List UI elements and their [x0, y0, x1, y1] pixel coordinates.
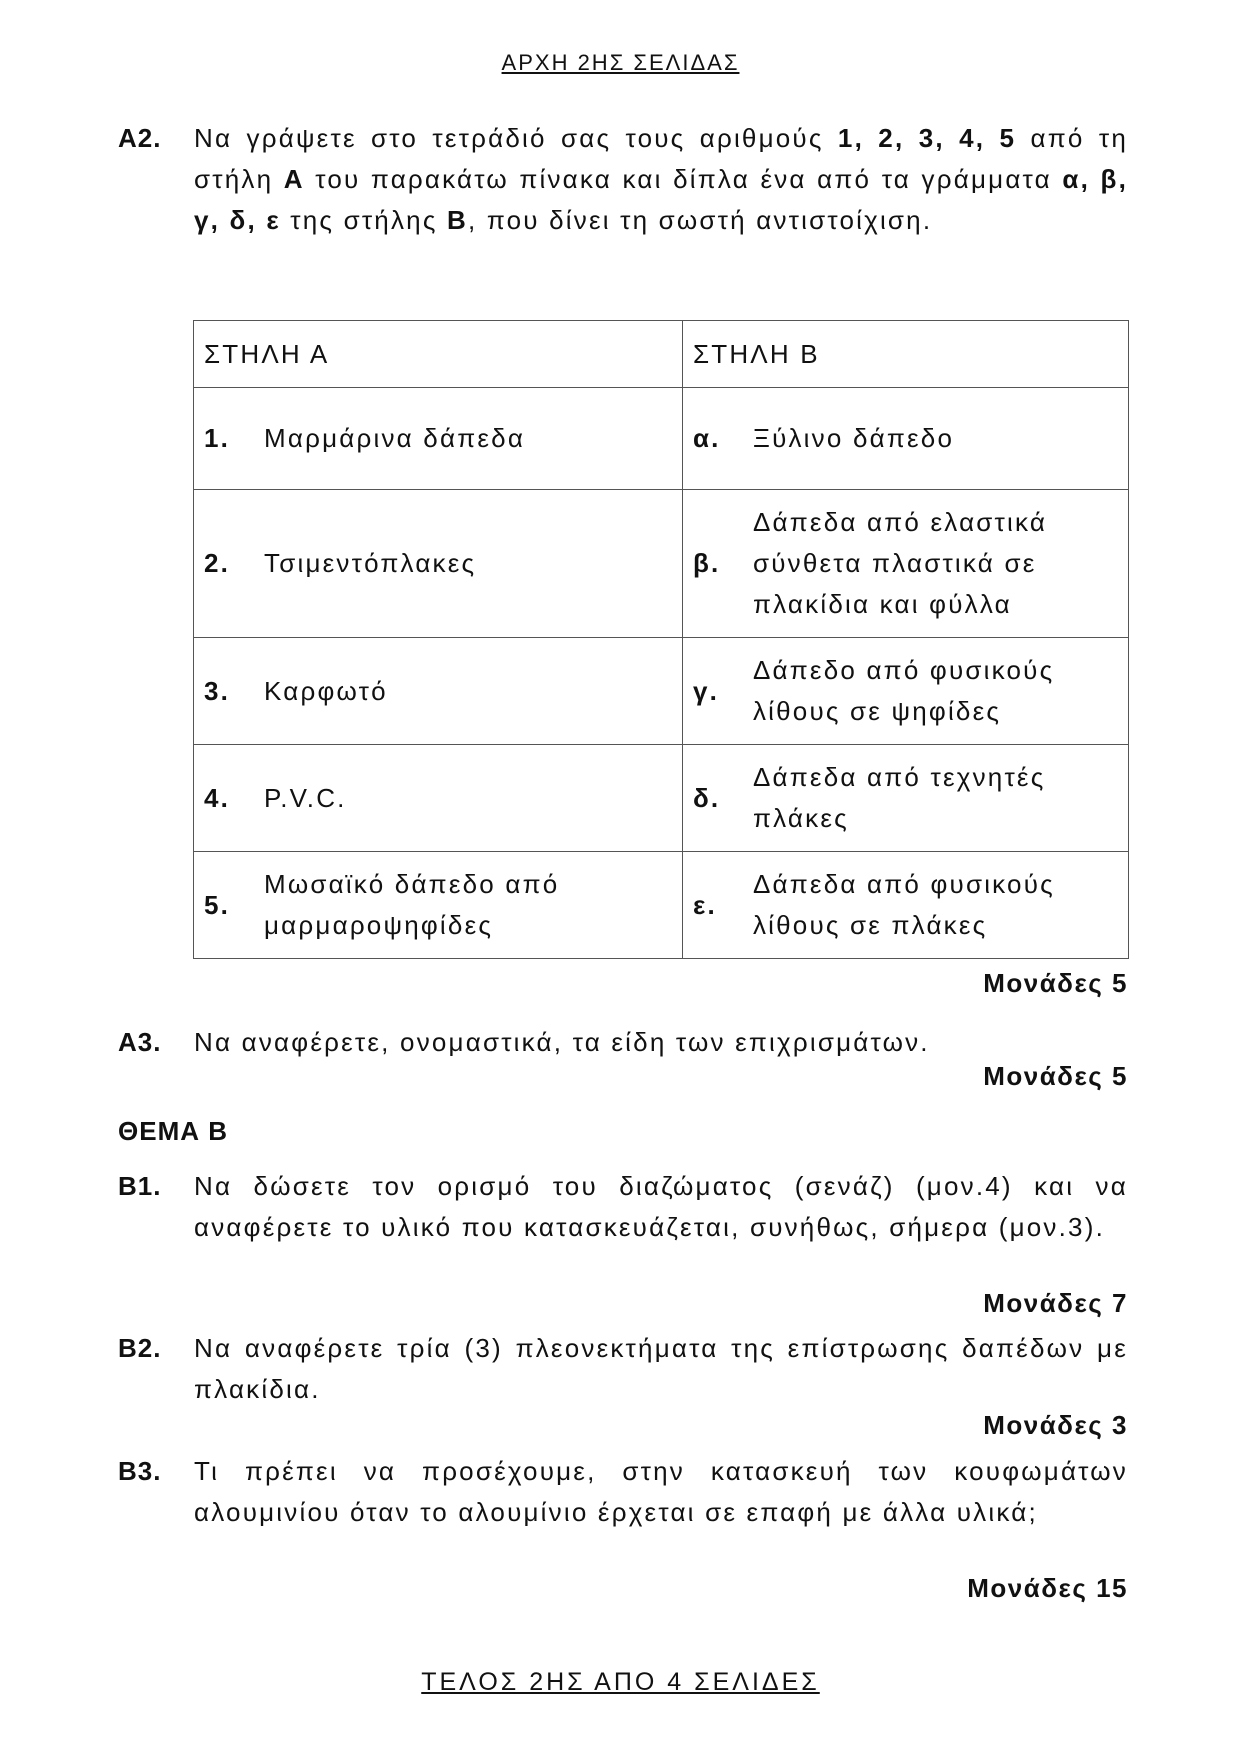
theme-b-heading: ΘΕΜΑ Β	[118, 1116, 228, 1146]
text-part-bold: Β	[446, 205, 468, 235]
question-text: Να αναφέρετε, ονομαστικά, τα είδη των επιχρισμάτων.	[194, 1027, 930, 1057]
question-a2	[118, 118, 1128, 241]
column-b-header: ΣΤΗΛΗ Β	[682, 321, 1128, 388]
text-part: από τη στήλη	[194, 123, 1128, 194]
row-label-a: 3.	[204, 675, 231, 706]
points-b2: Μονάδες 3	[983, 1410, 1128, 1440]
page-header-title: ΑΡΧΗ 2ΗΣ ΣΕΛΙΔΑΣ	[501, 50, 740, 75]
points-b1: Μονάδες 7	[983, 1288, 1128, 1318]
text-part: , που δίνει τη σωστή αντιστοίχιση.	[467, 205, 933, 235]
page-footer	[0, 1668, 1241, 1697]
table-header-row	[194, 321, 1129, 388]
points-a2: Μονάδες 5	[983, 968, 1128, 998]
table-row	[194, 638, 1129, 745]
row-text-b: Ξύλινο δάπεδο	[752, 423, 955, 453]
question-number: A2.	[118, 123, 162, 153]
text-part: του παρακάτω πίνακα και δίπλα ένα από τα γράμματα	[304, 164, 1063, 194]
row-label-b: γ.	[692, 675, 720, 706]
text-part-bold: Α	[283, 164, 305, 194]
question-b1	[118, 1166, 1128, 1248]
row-text-a: P.V.C.	[264, 782, 347, 813]
text-part-bold: 1, 2, 3, 4, 5	[837, 123, 1017, 153]
page-footer-text: ΤΕΛΟΣ 2ΗΣ ΑΠΟ 4 ΣΕΛΙΔΕΣ	[421, 1668, 820, 1696]
question-a3	[118, 1022, 1128, 1063]
row-text-a: Τσιμεντόπλακες	[264, 548, 477, 578]
matching-table	[193, 320, 1129, 959]
question-text: Τι πρέπει να προσέχουμε, στην κατασκευή των κουφωμάτων αλουμινίου όταν το αλουμίνιο έρχεται σε επαφή με άλλα υλικά;	[194, 1456, 1128, 1527]
column-a-header: ΣΤΗΛΗ Α	[194, 321, 683, 388]
row-label-a: 2.	[204, 548, 231, 578]
table-row	[194, 852, 1129, 959]
row-text-b: Δάπεδο από φυσικούς λίθους σε ψηφίδες	[752, 655, 1055, 726]
points-a3: Μονάδες 5	[983, 1061, 1128, 1091]
row-label-b: α.	[692, 423, 721, 453]
question-number: B3.	[118, 1456, 162, 1486]
table-row	[194, 745, 1129, 852]
question-text	[194, 118, 1128, 241]
table-row	[194, 490, 1129, 638]
row-label-a: 1.	[204, 423, 231, 453]
row-label-a: 4.	[204, 782, 231, 813]
text-part: Να γράψετε στο τετράδιό σας τους αριθμούς	[194, 123, 838, 153]
row-label-b: β.	[692, 548, 721, 578]
row-text-b: Δάπεδα από τεχνητές πλάκες	[752, 762, 1046, 833]
question-b3	[118, 1451, 1128, 1533]
row-text-a: Μωσαϊκό δάπεδο από μαρμαροψηφίδες	[264, 869, 560, 940]
text-part-bold: α, β, γ, δ, ε	[194, 164, 1128, 235]
row-label-b: δ.	[692, 782, 721, 813]
question-number: A3.	[118, 1027, 162, 1057]
text-part: της στήλης	[280, 205, 447, 235]
row-label-a: 5.	[204, 889, 231, 920]
row-text-b: Δάπεδα από φυσικούς λίθους σε πλάκες	[752, 869, 1055, 940]
question-number: B1.	[118, 1171, 162, 1201]
points-b3: Μονάδες 15	[967, 1573, 1128, 1603]
question-text: Να δώσετε τον ορισμό του διαζώματος (σενάζ) (μον.4) και να αναφέρετε το υλικό που κατασκευάζεται, συνήθως, σήμερα (μον.3).	[194, 1171, 1128, 1242]
row-text-b: Δάπεδα από ελαστικά σύνθετα πλαστικά σε πλακίδια και φύλλα	[752, 507, 1048, 619]
row-label-b: ε.	[692, 889, 717, 920]
question-text: Να αναφέρετε τρία (3) πλεονεκτήματα της επίστρωσης δαπέδων με πλακίδια.	[194, 1333, 1128, 1404]
question-number: B2.	[118, 1333, 162, 1363]
row-text-a: Μαρμάρινα δάπεδα	[264, 423, 526, 453]
row-text-a: Καρφωτό	[264, 675, 388, 706]
question-b2	[118, 1328, 1128, 1410]
page-header	[0, 50, 1241, 76]
table-row	[194, 388, 1129, 490]
